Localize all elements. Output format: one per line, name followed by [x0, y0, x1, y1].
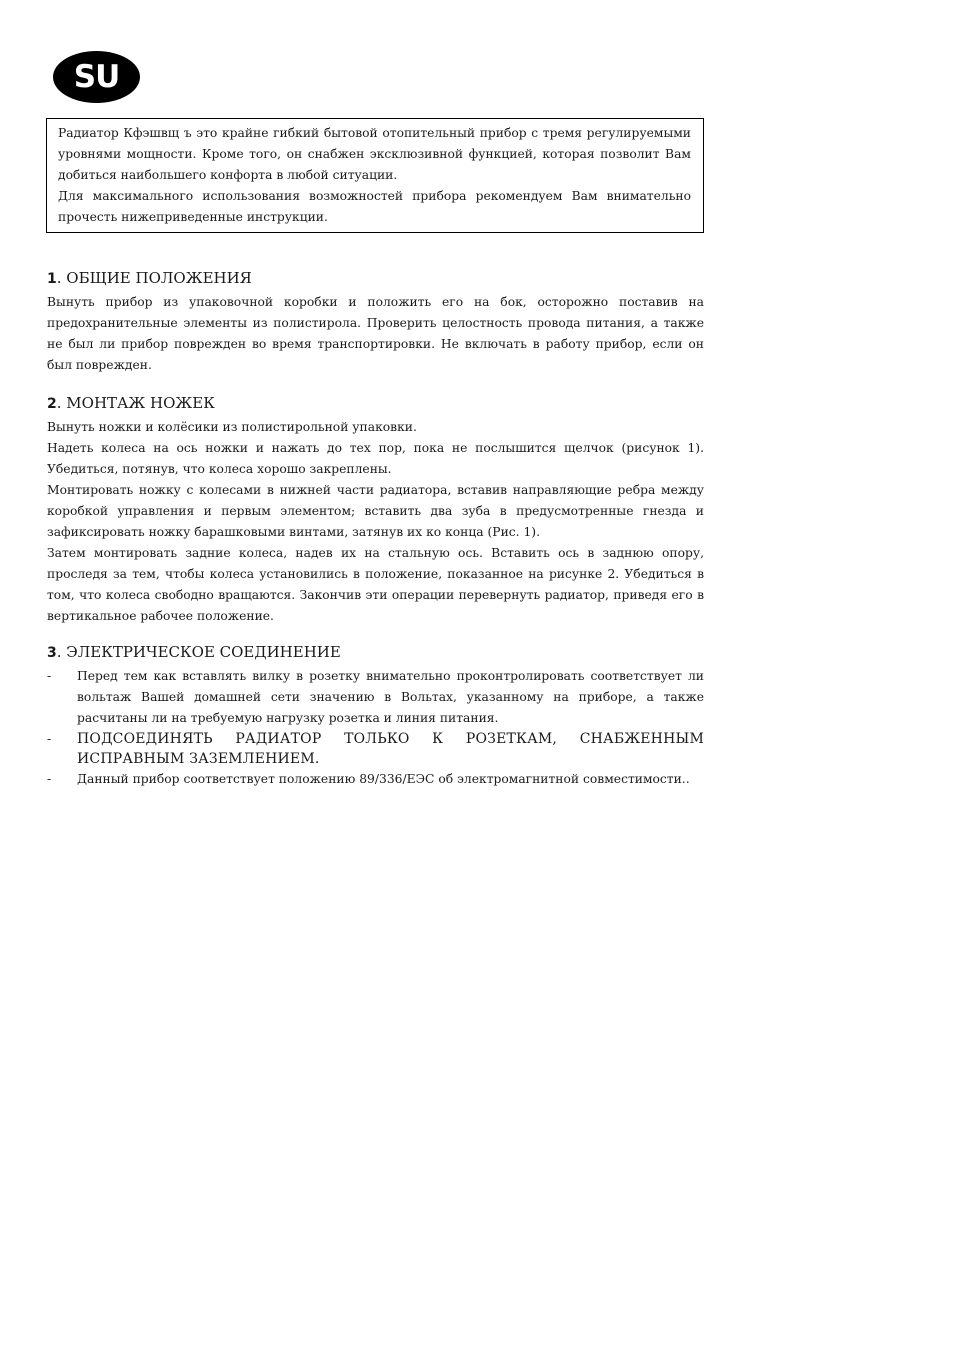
- list-item: [47, 769, 704, 790]
- section-paragraph: Надеть колеса на ось ножки и нажать до тех пор, пока не послышится щелчок (рисунок 1). Убедиться, потянув, что колеса хорошо закреплены.: [47, 441, 704, 476]
- section-title: . ЭЛЕКТРИЧЕСКОЕ СОЕДИНЕНИЕ: [56, 643, 341, 661]
- section-title: . ОБЩИЕ ПОЛОЖЕНИЯ: [56, 269, 252, 287]
- section-number: 3: [47, 645, 57, 661]
- section-heading: [47, 268, 704, 289]
- section-paragraph: Вынуть ножки и колёсики из полистирольной упаковки.: [47, 420, 417, 434]
- section-paragraph: Монтировать ножку с колесами в нижней части радиатора, вставив направляющие ребра между коробкой управления и первым элементом; вставить два зуба в предусмотренные гнезда и зафиксировать ножку барашковыми винтами, затянув их ко конца (Рис. 1).: [47, 483, 704, 539]
- list-item: [47, 729, 704, 769]
- section-number: 1: [47, 271, 57, 287]
- bullet-marker: -: [47, 669, 52, 683]
- section-number: 2: [47, 396, 57, 412]
- language-badge: SU: [53, 51, 140, 103]
- section-title: . МОНТАЖ НОЖЕК: [56, 394, 215, 412]
- intro-paragraph: Для максимального использования возможностей прибора рекомендуем Вам внимательно прочесть нижеприведенные инструкции.: [58, 189, 691, 224]
- section-general-provisions: [47, 268, 704, 376]
- section-paragraph: Вынуть прибор из упаковочной коробки и положить его на бок, осторожно поставив на предохранительные элементы из полистирола. Проверить целостность провода питания, а также не был ли прибор поврежден во время транспортировки. Не включать в работу прибор, если он был поврежден.: [47, 295, 704, 372]
- list-item-text: Данный прибор соответствует положению 89/336/ЕЭС об электромагнитной совместимости..: [77, 772, 690, 786]
- list-item-text: ПОДСОЕДИНЯТЬ РАДИАТОР ТОЛЬКО К РОЗЕТКАМ, СНАБЖЕННЫМ ИСПРАВНЫМ ЗАЗЕМЛЕНИЕМ.: [77, 731, 704, 767]
- bullet-marker: -: [47, 732, 52, 746]
- section-heading: [47, 393, 704, 414]
- list-item-text: Перед тем как вставлять вилку в розетку внимательно проконтролировать соответствует ли вольтаж Вашей домашней сети значению в Вольтах, указанному на приборе, а также расчитаны ли на требуемую нагрузку розетка и линия питания.: [77, 669, 704, 725]
- section-electrical-connection: [47, 642, 704, 790]
- list-item: [47, 666, 704, 729]
- section-heading: [47, 642, 704, 663]
- section-legs-assembly: [47, 393, 704, 627]
- section-paragraph: Затем монтировать задние колеса, надев их на стальную ось. Вставить ось в заднюю опору, проследя за тем, чтобы колеса установились в положение, показанное на рисунке 2. Убедиться в том, что колеса свободно вращаются. Закончив эти операции перевернуть радиатор, приведя его в вертикальное рабочее положение.: [47, 546, 704, 623]
- intro-box: [46, 118, 704, 233]
- bullet-marker: -: [47, 772, 52, 786]
- intro-paragraph: Радиатор Кфэшвщ ъ это крайне гибкий бытовой отопительный прибор с тремя регулируемыми уровнями мощности. Кроме того, он снабжен эксклюзивной функцией, которая позволит Вам добиться наибольшего конфорта в любой ситуации.: [58, 126, 691, 182]
